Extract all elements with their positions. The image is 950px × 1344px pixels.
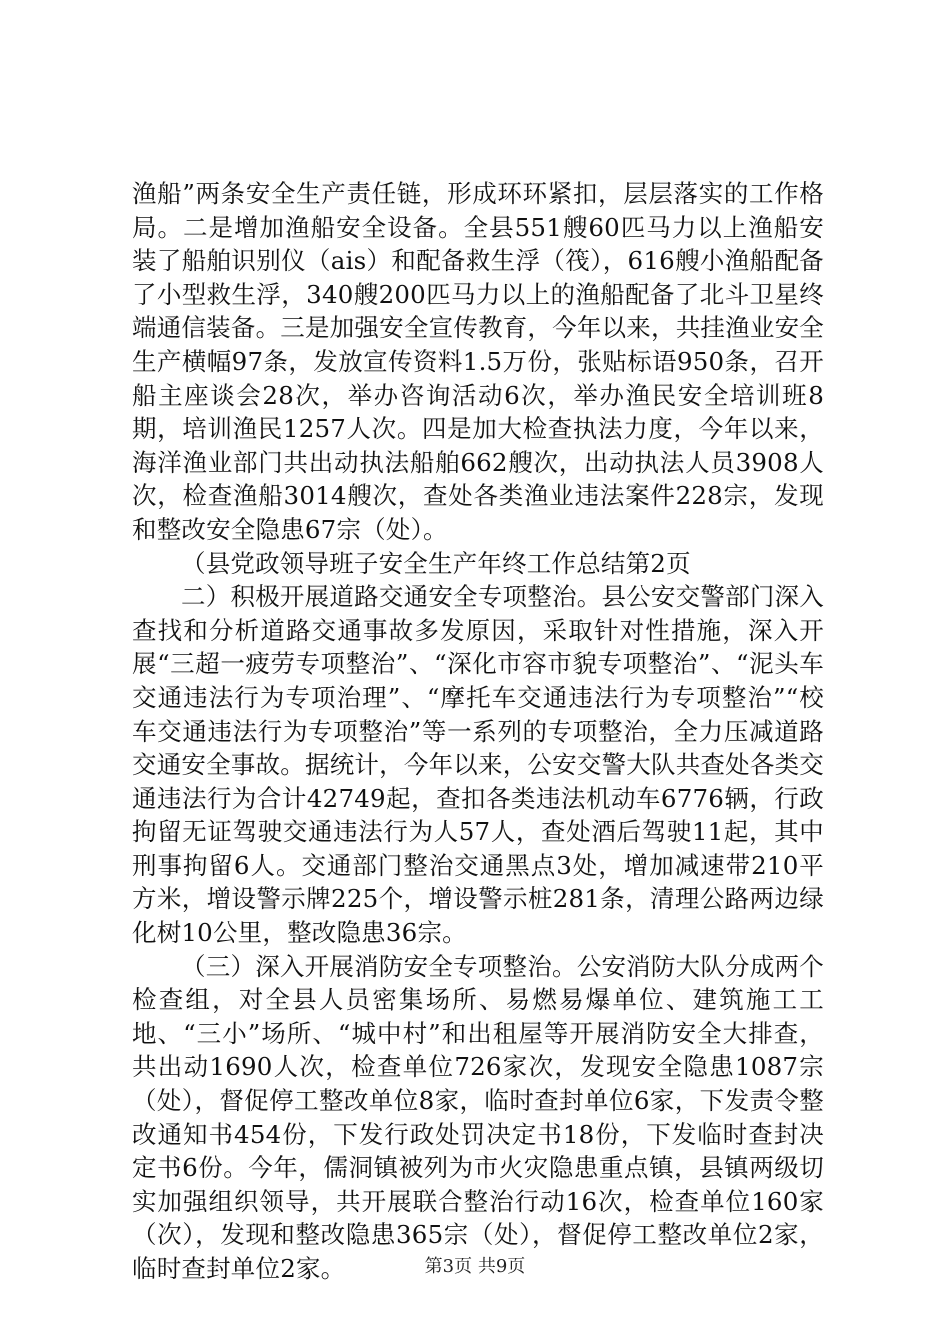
page-footer: 第3页 共9页 (424, 1256, 526, 1277)
paragraph-road-traffic-safety: 二）积极开展道路交通安全专项整治。县公安交警部门深入查找和分析道路交通事故多发原因，采取针对性措施，深入开展“三超一疲劳专项整治”、“深化市容市貌专项整治”、“泥头车交通违法行为专项治理”、“摩托车交通违法行为专项整治”“校车交通违法行为专项整治”等一系列的专项整治，全力压减道路交通安全事故。据统计，今年以来，公安交警大队共查处各类交通违法行为合计42749起，查扣各类违法机动车6776辆，行政拘留无证驾驶交通违法行为人57人，查处酒后驾驶11起，其中刑事拘留6人。交通部门整治交通黑点3处，增加减速带210平方米，增设警示牌225个，增设警示桩281条，清理公路两边绿化树10公里，整改隐患36宗。 (132, 582, 824, 948)
paragraph-fishery-safety: 渔船”两条安全生产责任链，形成环环紧扣，层层落实的工作格局。二是增加渔船安全设备。全县551艘60匹马力以上渔船安装了船舶识别仪（ais）和配备救生浮（筏），616艘小渔船配备了小型救生浮，340艘200匹马力以上的渔船配备了北斗卫星终端通信装备。三是加强安全宣传教育，今年以来，共挂渔业安全生产横幅97条，发放宣传资料1.5万份，张贴标语950条，召开船主座谈会28次，举办咨询活动6次，举办渔民安全培训班8期，培训渔民1257人次。四是加大检查执法力度，今年以来，海洋渔业部门共出动执法船舶662艘次，出动执法人员3908人次，检查渔船3014艘次，查处各类渔业违法案件228宗，发现和整改安全隐患67宗（处）。 (132, 179, 824, 544)
document-body (132, 177, 824, 1286)
paragraph-fire-safety: （三）深入开展消防安全专项整治。公安消防大队分成两个检查组，对全县人员密集场所、易燃易爆单位、建筑施工工地、“三小”场所、“城中村”和出租屋等开展消防安全大排查，共出动1690人次，检查单位726家次，发现安全隐患1087宗（处），督促停工整改单位8家，临时查封单位6家，下发责令整改通知书454份，下发行政处罚决定书18份，下发临时查封决定书6份。今年，儒洞镇被列为市火灾隐患重点镇，县镇两级切实加强组织领导，共开展联合整治行动16次，检查单位160家（次），发现和整改隐患365宗（处），督促停工整改单位2家，临时查封单位2家。 (132, 951, 824, 1283)
paragraph-page-title-fragment: （县党政领导班子安全生产年终工作总结第2页 (181, 548, 691, 578)
